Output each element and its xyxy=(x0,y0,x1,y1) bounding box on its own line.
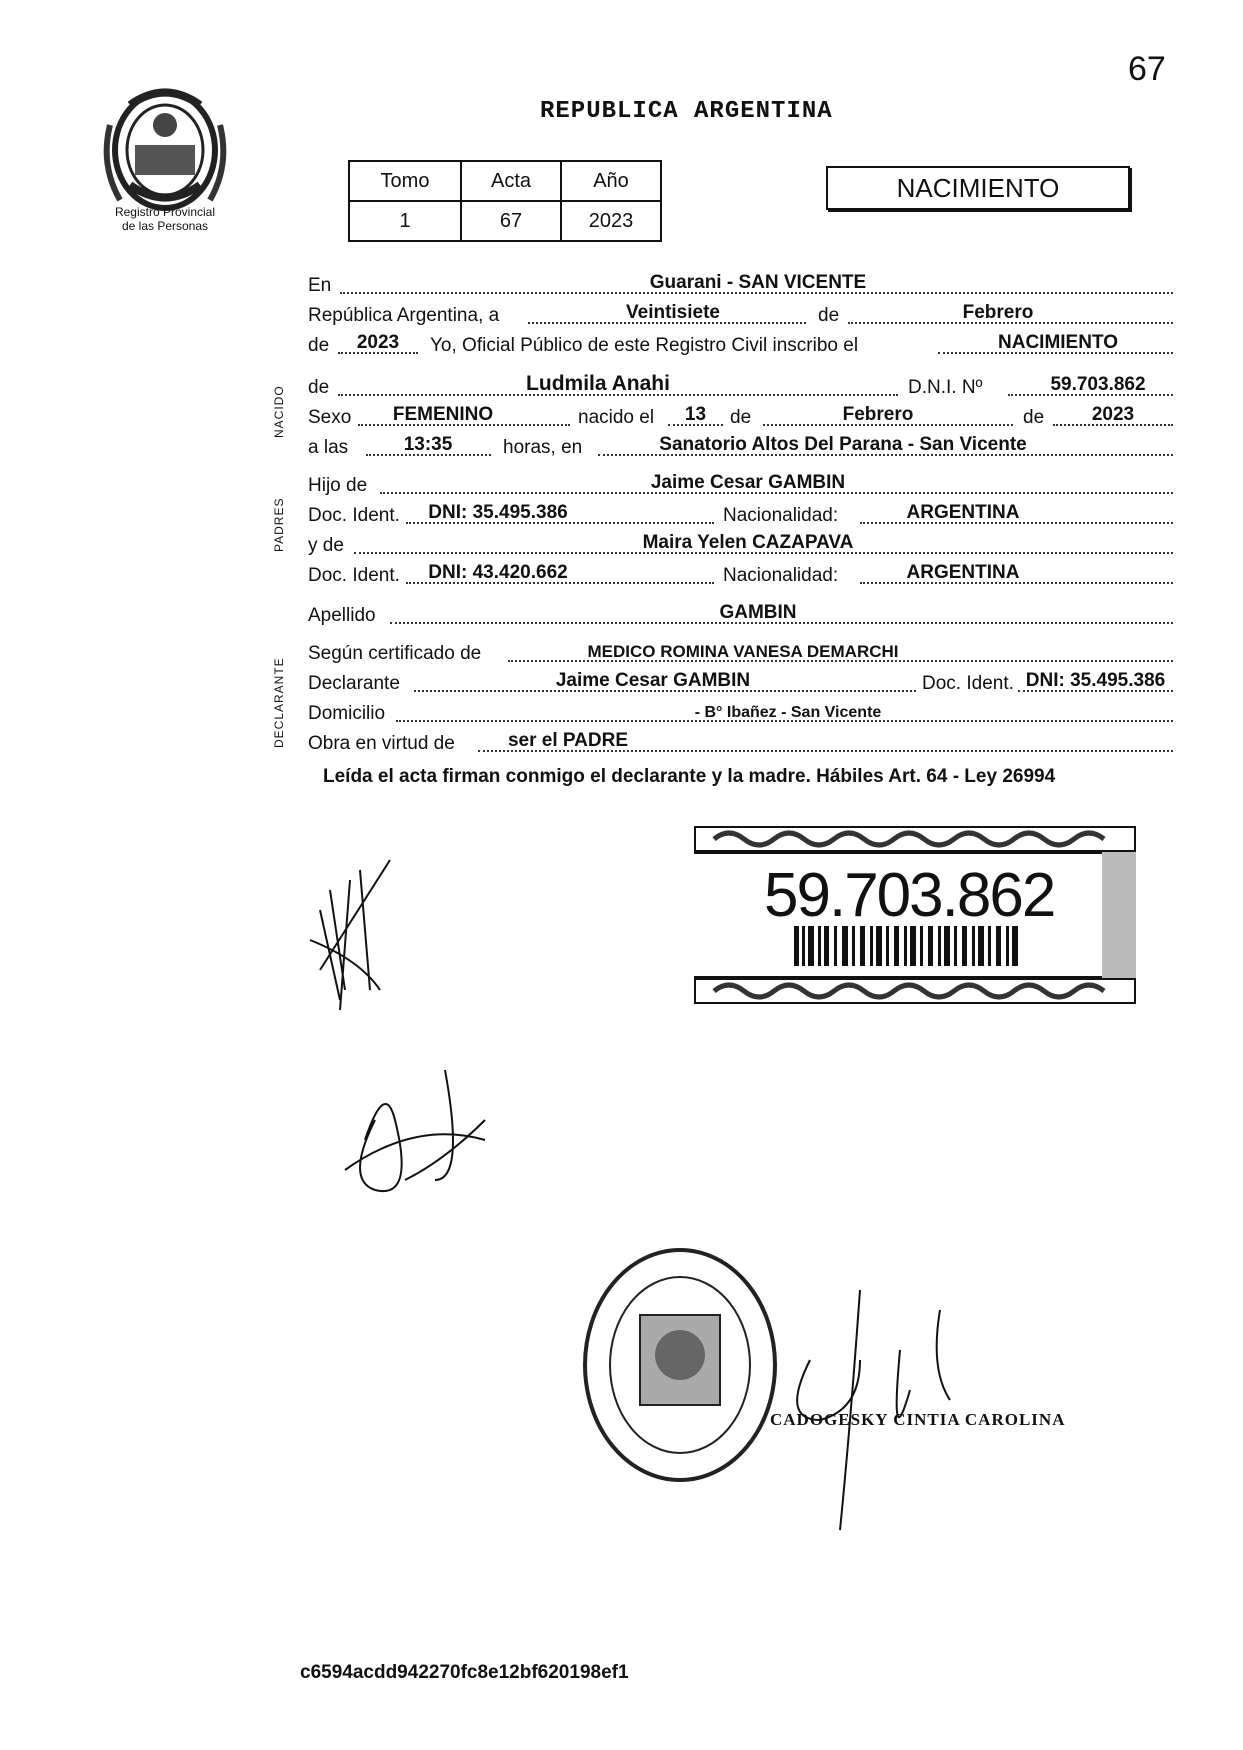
row-madre xyxy=(308,530,1173,560)
row-yo xyxy=(308,330,1173,360)
value-sexo: FEMENINO xyxy=(392,404,494,425)
value-madre: Maira Yelen CAZAPAVA xyxy=(642,532,854,553)
label-segun: Según certificado de xyxy=(308,643,482,664)
label-doc-ident-1: Doc. Ident. xyxy=(308,505,400,526)
declarant-signature-icon xyxy=(300,850,420,1020)
label-de-2: de xyxy=(308,335,330,356)
official-seal-icon xyxy=(580,1245,780,1485)
act-type-box: NACIMIENTO xyxy=(826,166,1130,210)
row-sexo xyxy=(308,402,1173,432)
value-anio: 2023 xyxy=(561,201,661,241)
header-tomo: Tomo xyxy=(349,161,461,201)
page-number: 67 xyxy=(1128,50,1166,88)
logo-caption-line1: Registro Provincial xyxy=(114,205,216,219)
label-sexo: Sexo xyxy=(308,407,352,428)
row-en xyxy=(308,270,1173,300)
label-de-3: de xyxy=(308,377,330,398)
value-acta: 67 xyxy=(461,201,561,241)
value-dia-letras: Veintisiete xyxy=(626,302,720,323)
row-nombre xyxy=(308,372,1173,402)
side-label-declarante: DECLARANTE xyxy=(272,657,286,748)
row-domicilio xyxy=(308,698,1173,728)
side-label-nacido: NACIDO xyxy=(272,385,286,438)
value-obra: ser el PADRE xyxy=(507,730,629,751)
closing-note: Leída el acta firman conmigo el declarante y la madre. Hábiles Art. 64 - Ley 26994 xyxy=(323,766,1056,787)
label-horas-en: horas, en xyxy=(503,437,583,458)
value-padre: Jaime Cesar GAMBIN xyxy=(650,472,846,493)
side-label-padres: PADRES xyxy=(272,497,286,552)
value-madre-doc: DNI: 43.420.662 xyxy=(428,562,568,583)
value-domicilio: - B° Ibañez - San Vicente xyxy=(694,704,882,721)
value-apellido: GAMBIN xyxy=(719,602,797,623)
value-lugar-nac: Sanatorio Altos Del Parana - San Vicente xyxy=(659,434,1027,455)
value-nac-anio: 2023 xyxy=(1091,404,1135,425)
label-en: En xyxy=(308,275,332,296)
officer-stamp-name: CADOGESKY CINTIA CAROLINA xyxy=(770,1410,1066,1429)
logo-caption xyxy=(90,205,240,233)
value-padre-nac: ARGENTINA xyxy=(906,502,1020,523)
row-padre-doc xyxy=(308,500,1173,530)
value-declarante-doc: DNI: 35.495.386 xyxy=(1025,670,1166,691)
label-dni: D.N.I. Nº xyxy=(908,377,983,398)
label-declarante: Declarante xyxy=(308,673,400,694)
row-declarante xyxy=(308,668,1173,698)
value-mes: Febrero xyxy=(962,302,1034,323)
row-madre-doc xyxy=(308,560,1173,590)
value-declarante: Jaime Cesar GAMBIN xyxy=(555,670,751,691)
row-obra xyxy=(308,728,1173,758)
label-a-las: a las xyxy=(308,437,349,458)
country-title: REPUBLICA ARGENTINA xyxy=(540,98,833,125)
label-de-4: de xyxy=(730,407,752,428)
row-apellido xyxy=(308,600,1173,630)
value-nombre: Ludmila Anahi xyxy=(526,372,670,395)
record-table xyxy=(348,160,662,242)
value-nac-mes: Febrero xyxy=(842,404,914,425)
document-hash: c6594acdd942270fc8e12bf620198ef1 xyxy=(300,1662,629,1683)
value-dni: 59.703.862 xyxy=(1050,374,1146,395)
value-hora: 13:35 xyxy=(403,434,453,455)
label-hijo-de: Hijo de xyxy=(308,475,368,496)
header-anio: Año xyxy=(561,161,661,201)
value-nac-dia: 13 xyxy=(684,404,707,425)
label-obra: Obra en virtud de xyxy=(308,733,455,754)
row-fecha xyxy=(308,300,1173,330)
row-padre xyxy=(308,470,1173,500)
label-de-5: de xyxy=(1023,407,1045,428)
value-acto: NACIMIENTO xyxy=(998,332,1118,353)
value-padre-doc: DNI: 35.495.386 xyxy=(428,502,568,523)
label-de-1: de xyxy=(818,305,840,326)
label-nacionalidad-2: Nacionalidad: xyxy=(723,565,839,586)
label-y-de: y de xyxy=(308,535,344,556)
value-tomo: 1 xyxy=(349,201,461,241)
row-certificado xyxy=(308,638,1173,668)
value-madre-nac: ARGENTINA xyxy=(906,562,1020,583)
dni-sticker-number: 59.703.862 xyxy=(764,861,1055,930)
value-lugar: Guarani - SAN VICENTE xyxy=(649,272,867,293)
label-yo: Yo, Oficial Público de este Registro Civil inscribo el xyxy=(430,335,859,356)
label-nacido-el: nacido el xyxy=(578,407,655,428)
label-doc-ident-2: Doc. Ident. xyxy=(308,565,400,586)
label-republica: República Argentina, a xyxy=(308,305,500,326)
value-certificado: MEDICO ROMINA VANESA DEMARCHI xyxy=(587,642,899,661)
label-apellido: Apellido xyxy=(308,605,376,626)
mother-signature-icon xyxy=(335,1060,495,1220)
label-nacionalidad-1: Nacionalidad: xyxy=(723,505,839,526)
value-anio-acta: 2023 xyxy=(356,332,400,353)
header-acta: Acta xyxy=(461,161,561,201)
label-domicilio: Domicilio xyxy=(308,703,386,724)
logo-caption-line2: de las Personas xyxy=(121,219,209,233)
row-hora xyxy=(308,432,1173,462)
dni-sticker xyxy=(694,826,1136,1004)
label-doc-ident-3: Doc. Ident. xyxy=(922,673,1014,694)
